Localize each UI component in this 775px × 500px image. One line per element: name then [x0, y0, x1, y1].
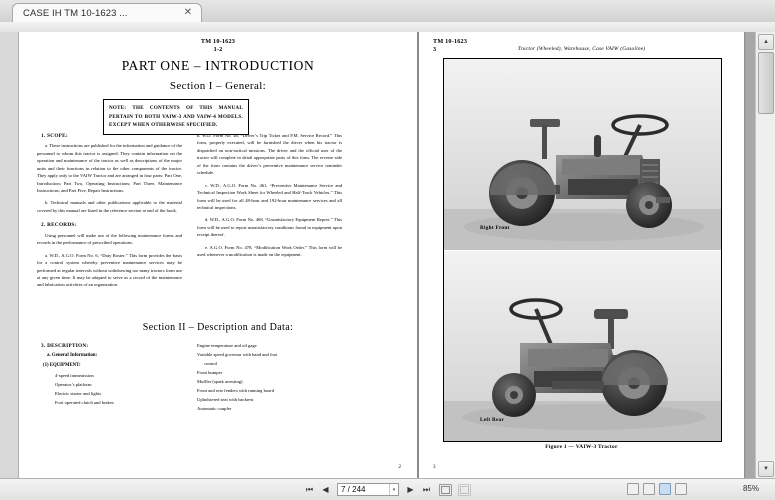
- view-mode-group: [627, 483, 687, 495]
- tractor-left-rear-illustration: [444, 251, 721, 441]
- list-item: Upholstered seat with backrest: [197, 396, 254, 402]
- right-header-manual-number: TM 10-1623: [433, 38, 468, 45]
- left-header-section-number: 1-2: [213, 46, 223, 54]
- page-number-input[interactable]: [338, 484, 389, 495]
- two-page-view-icon[interactable]: [659, 483, 671, 495]
- right-page-number: 3: [433, 465, 436, 470]
- part-title: PART ONE – INTRODUCTION: [121, 58, 315, 73]
- note-box: [103, 99, 249, 135]
- list-item: Operator’s platform: [55, 382, 92, 388]
- vertical-scrollbar[interactable]: [755, 32, 775, 479]
- right-page-subtitle: Tractor (Wheeled), Warehouse, Case VAIW (Gasoline): [517, 46, 646, 52]
- document-page-left: [19, 32, 417, 479]
- page-navigation-group: [303, 482, 471, 497]
- left-page-column-left: [37, 132, 182, 294]
- paragraph-2-intro: Using personnel will make use of the following maintenance forms and records in the performance of prescribed operations.: [37, 232, 182, 246]
- section-two-title: Section II – Description and Data:: [142, 322, 294, 333]
- subheading-general-information: a. General Information:: [47, 353, 98, 359]
- equipment-list-left: [55, 372, 182, 406]
- browser-tab-title: CASE IH TM 10-1623 ...: [23, 7, 128, 19]
- list-item: 4-speed transmission: [55, 373, 94, 379]
- description-column-left: [37, 342, 182, 408]
- left-page-number: 2: [398, 465, 401, 470]
- list-item: Variable speed governor with hand and foot: [197, 351, 278, 357]
- paragraph-1a: a. These instructions are published for the information and guidance of the personnel to whom this tractor is assigned. They contain information on the operation and maintenance of the tractor as well as descriptions of the major units and their functions in relation to the other components of the tractor. They apply only to the VAIW Tractor and are arranged in four parts: Part One, Introduction; Part Two, Operating Instructions; Part Three, Maintenance Instructions; and Part Five, Repair Instructions.: [37, 143, 182, 194]
- equipment-list-right: [197, 342, 342, 412]
- tractor-photo-right-front: [444, 59, 721, 250]
- browser-tab[interactable]: [12, 3, 202, 22]
- paragraph-2d: d. W.D., A.G.O. Form No. 468, “Unsatisfactory Equipment Report.” This form will be used to report unsatisfactory conditions found in equipment upon receipt thereof.: [197, 217, 342, 238]
- tractor-photo-left-rear: [444, 250, 721, 441]
- next-page-icon[interactable]: ▶: [404, 483, 417, 497]
- last-page-icon[interactable]: ⏭: [420, 483, 433, 497]
- continuous-view-icon[interactable]: [675, 483, 687, 495]
- list-item: control: [204, 360, 218, 366]
- paragraph-2c: c. W.D., A.G.O. Form No. 461, “Preventive Maintenance Service and Technical Inspection Work Sheet for Wheeled and Half-Track Vehicles.” This form will be used for all 48-hour and 192-hour maintenance services and all technical inspections.: [197, 182, 342, 210]
- heading-description: 3. DESCRIPTION:: [41, 343, 89, 349]
- scroll-up-icon[interactable]: ▲: [758, 34, 774, 50]
- paragraph-2a: a. W.D., A.G.O. Form No. 6, “Duty Roster.” This form provides the basis for a control system whereby preventive maintenance services may be performed at regular intervals without withdrawing too many tractors from use at any given time. It may be adapted to serve as a record of the maintenance and lubrication activities of an organization.: [37, 252, 182, 288]
- previous-page-icon[interactable]: ◀: [319, 483, 332, 497]
- paragraph-1b: b. Technical manuals and other publications applicable to the material covered by this manual are listed in the reference section at end of the book.: [37, 200, 182, 213]
- facing-page-view-icon[interactable]: [458, 484, 471, 496]
- tractor-right-front-illustration: [444, 59, 721, 250]
- sidebar-thumbnail-pane[interactable]: [0, 32, 19, 479]
- list-item: Muffler (spark arresting): [197, 378, 243, 384]
- bottom-toolbar: [0, 478, 775, 500]
- page-number-field[interactable]: [337, 483, 399, 496]
- list-item: Engine temperature and oil gage: [197, 343, 257, 348]
- figure-caption: Figure 1 — VAIW-3 Tractor: [545, 444, 618, 450]
- page-width-icon[interactable]: [643, 483, 655, 495]
- single-page-view-icon[interactable]: [439, 484, 452, 496]
- document-canvas[interactable]: [19, 32, 756, 479]
- list-item: Electric starter and lights: [55, 391, 102, 396]
- description-column-right: [197, 342, 342, 414]
- heading-records: 2. RECORDS:: [41, 222, 77, 229]
- zoom-level-label: 85%: [742, 484, 759, 493]
- browser-tab-bar: [0, 0, 775, 23]
- left-page-header: [19, 38, 417, 55]
- heading-scope: 1. SCOPE:: [41, 133, 68, 139]
- photo-label-right-front: Right Front: [480, 225, 510, 231]
- scrollbar-thumb[interactable]: [758, 52, 774, 114]
- close-icon[interactable]: ✕: [183, 7, 192, 18]
- paragraph-2a-cont: b. W.D. Form No. 48, “Driver’s Trip Ticket and P.M. Service Record.” This form, properly executed, will be furnished the driver when his tractor is dispatched on non-tactical missions. The driver and the official user of the tractor will complete in detail appropriate parts of this form. The reverse side of the form contains the driver’s preventive maintenance service reminder schedule.: [197, 133, 342, 176]
- page-fit-icon[interactable]: [627, 483, 639, 495]
- list-item: Foot operated clutch and brakes: [55, 399, 114, 405]
- photo-label-left-rear: Left Rear: [480, 417, 505, 423]
- note-text: NOTE: THE CONTENTS OF THIS MANUAL PERTAIN TO BOTH VAIW-3 AND VAIW-4 MODELS. EXCEPT WHEN OTHERWISE SPECIFIED.: [109, 105, 243, 129]
- document-page-right: [419, 32, 744, 479]
- right-header-section-number: 3: [433, 46, 437, 54]
- figure-frame: [443, 58, 722, 442]
- left-header-manual-number: TM 10-1623: [200, 38, 236, 45]
- left-page-column-right: [197, 132, 342, 264]
- list-item: Front and rear fenders with running board: [197, 387, 275, 393]
- section-one-title: Section I – General:: [169, 80, 267, 92]
- paragraph-2e: e. A.G.O. Form No. 478, “Modification Work Order.” This form will be used whenever a modification is made on the equipment.: [197, 244, 342, 258]
- list-item: Front bumper: [197, 369, 223, 375]
- list-item: Automatic coupler: [197, 405, 232, 411]
- scroll-down-icon[interactable]: ▼: [758, 461, 774, 477]
- subheading-equipment: (1) EQUIPMENT:: [43, 363, 81, 369]
- chevron-down-icon[interactable]: ▾: [389, 484, 398, 495]
- first-page-icon[interactable]: ⏮: [303, 483, 316, 497]
